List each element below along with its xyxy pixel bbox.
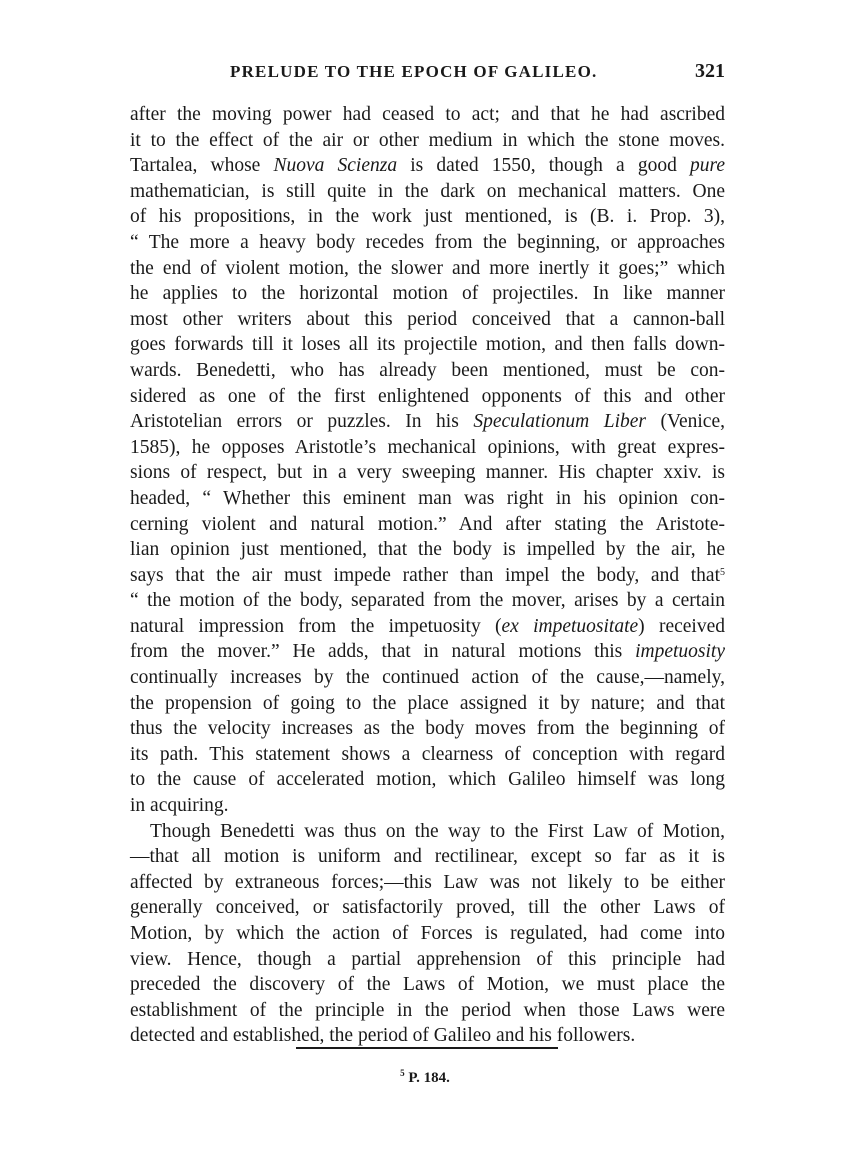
book-title-nuova-scienza: Nuova Scienza bbox=[273, 155, 398, 177]
text-line: of his propositions, in the work just mentioned, is (B. i. Prop. 3), bbox=[130, 206, 725, 228]
text-line bbox=[130, 639, 725, 665]
text-line: lian opinion just mentioned, that the body is impelled by the air, he bbox=[130, 539, 725, 561]
text-line: most other writers about this period conceived that a cannon-ball bbox=[130, 308, 725, 330]
text-line: continually increases by the continued action of the cause,—namely, bbox=[130, 667, 725, 689]
paragraph-2 bbox=[130, 819, 725, 1049]
text-line: “ The more a heavy body recedes from the beginning, or approaches bbox=[130, 231, 725, 253]
footnote-marker: 5 bbox=[400, 1068, 405, 1078]
text-line: sidered as one of the first enlightened opponents of this and other bbox=[130, 385, 725, 407]
footnote bbox=[0, 1068, 850, 1087]
text-run: Tartalea, whose bbox=[130, 155, 274, 177]
text-line: Though Benedetti was thus on the way to the First Law of Motion, bbox=[150, 820, 725, 842]
text-run: ) received bbox=[638, 615, 725, 637]
text-line: detected and established, the period of Galileo and his followers. bbox=[130, 1025, 636, 1047]
page-number: 321 bbox=[695, 60, 725, 82]
text-line: establishment of the principle in the period when those Laws were bbox=[130, 999, 725, 1021]
emphasis-pure: pure bbox=[689, 155, 725, 177]
latin-phrase: ex impetuositate bbox=[501, 615, 639, 637]
text-line: headed, “ Whether this eminent man was right in his opinion con- bbox=[130, 487, 725, 509]
text-line: thus the velocity increases as the body moves from the beginning of bbox=[130, 718, 725, 740]
text-line: the end of violent motion, the slower and more inertly it goes;” which bbox=[130, 257, 725, 279]
text-line: mathematician, is still quite in the dark on mechanical matters. One bbox=[130, 180, 725, 202]
text-line: in acquiring. bbox=[130, 795, 229, 817]
text-run: Aristotelian errors or puzzles. In his bbox=[130, 411, 474, 433]
text-run: from the mover.” He adds, that in natural motions this bbox=[130, 641, 636, 663]
text-line: —that all motion is uniform and rectilinear, except so far as it is bbox=[130, 846, 725, 868]
running-head bbox=[130, 60, 725, 90]
text-run: says that the air must impede rather than impel the body, and that bbox=[130, 564, 720, 586]
text-line: goes forwards till it loses all its projectile motion, and then falls down- bbox=[130, 334, 725, 356]
text-line: to the cause of accelerated motion, which Galileo himself was long bbox=[130, 769, 725, 791]
text-run: (Venice, bbox=[646, 411, 725, 433]
paragraph-1 bbox=[130, 102, 725, 819]
text-line: after the moving power had ceased to act; and that he had ascribed bbox=[130, 104, 725, 125]
footnote-reference: 5 bbox=[720, 566, 725, 578]
text-line: wards. Benedetti, who has already been mentioned, must be con- bbox=[130, 359, 725, 381]
text-line: he applies to the horizontal motion of projectiles. In like manner bbox=[130, 283, 725, 305]
text-run: is dated 1550, though a good bbox=[397, 155, 690, 177]
text-line bbox=[130, 614, 725, 640]
footnote-text: P. 184. bbox=[408, 1070, 450, 1086]
text-line bbox=[130, 153, 725, 179]
text-line: cerning violent and natural motion.” And after stating the Aristote- bbox=[130, 513, 725, 535]
text-line: view. Hence, though a partial apprehension of this principle had bbox=[130, 948, 725, 970]
book-title-speculationum-liber: Speculationum Liber bbox=[473, 411, 647, 433]
running-title: PRELUDE TO THE EPOCH OF GALILEO. bbox=[230, 62, 598, 81]
text-line: 1585), he opposes Aristotle’s mechanical opinions, with great expres- bbox=[130, 436, 725, 458]
text-line: “ the motion of the body, separated from the mover, arises by a certain bbox=[130, 590, 725, 612]
text-line: preceded the discovery of the Laws of Motion, we must place the bbox=[130, 974, 725, 996]
text-line: generally conceived, or satisfactorily proved, till the other Laws of bbox=[130, 897, 725, 919]
footnote-divider bbox=[296, 1047, 558, 1049]
text-line: Motion, by which the action of Forces is regulated, had come into bbox=[130, 923, 725, 944]
text-line bbox=[130, 563, 725, 589]
text-line bbox=[130, 409, 725, 435]
text-run: natural impression from the impetuosity ( bbox=[130, 615, 502, 637]
text-line: its path. This statement shows a clearness of conception with regard bbox=[130, 743, 725, 765]
text-line: the propension of going to the place assigned it by nature; and that bbox=[130, 692, 725, 714]
text-line: affected by extraneous forces;—this Law was not likely to be either bbox=[130, 871, 725, 893]
body-text bbox=[130, 102, 725, 1049]
text-line: sions of respect, but in a very sweeping manner. His chapter xxiv. is bbox=[130, 462, 725, 484]
emphasis-impetuosity: impetuosity bbox=[635, 641, 725, 663]
text-line: it to the effect of the air or other medium in which the stone moves. bbox=[130, 129, 725, 151]
